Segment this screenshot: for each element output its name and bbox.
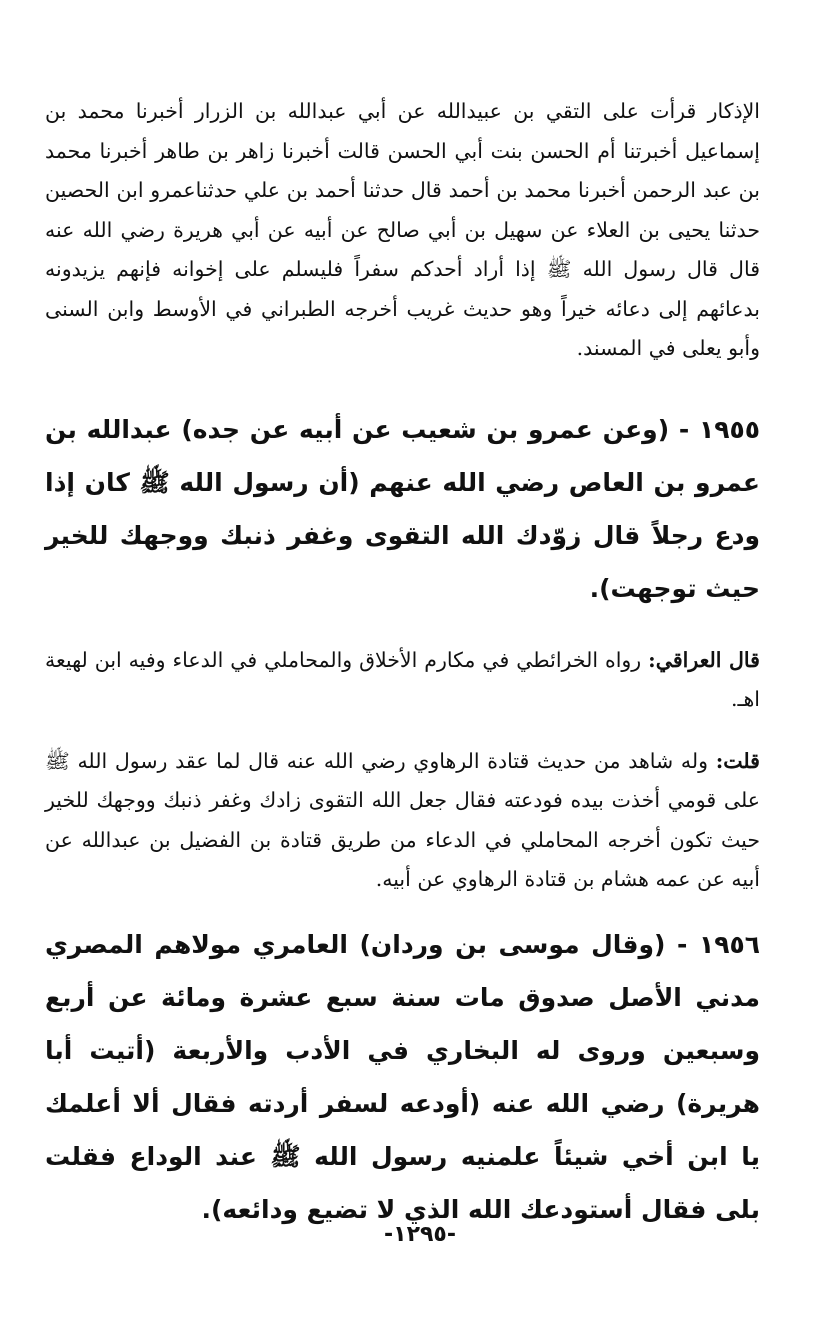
hadith-text: (وقال موسى بن وردان) العامري مولاهم المصري مدني الأصل صدوق مات سنة سبع عشرة ومائة عن أربع وسبعين وروى له البخاري في الأدب والأربعة (أتيت أبا هريرة) رضي الله عنه (أودعه لسفر أردته فقال ألا أعلمك يا ابن أخي شيئاً علمنيه رسول الله ﷺ عند الوداع فقلت بلى فقال أستودعك الله الذي لا تضيع ودائعه). bbox=[45, 929, 760, 1224]
iraqi-note bbox=[45, 641, 760, 720]
paragraph-isnad: الإذكار قرأت على التقي بن عبيدالله عن أبي عبدالله بن الزرار أخبرنا محمد بن إسماعيل أخبرتنا أم الحسن بنت أبي الحسن قالت أخبرنا زاهر بن طاهر أخبرنا محمد بن عبد الرحمن أخبرنا محمد بن أحمد قال حدثنا أحمد بن علي حدثناعمرو ابن الحصين حدثنا يحيى بن العلاء عن سهيل بن أبي صالح عن أبيه عن أبي هريرة رضي الله عنه قال قال رسول الله ﷺ إذا أراد أحدكم سفراً فليسلم على إخوانه فإنهم يزيدونه بدعائهم إلى دعائه خيراً وهو حديث غريب أخرجه الطبراني في الأوسط وابن السنى وأبو يعلى في المسند. bbox=[45, 99, 760, 360]
note-label: قلت: bbox=[715, 748, 760, 773]
page-number: -١٢٩٥- bbox=[384, 1222, 456, 1247]
page-body bbox=[45, 92, 760, 1236]
note-text: وله شاهد من حديث قتادة الرهاوي رضي الله عنه قال لما عقد رسول الله ﷺ على قومي أخذت بيده فودعته فقال جعل الله التقوى زادك وغفر ذنبك ووجهك للخير حيث تكون أخرجه المحاملي في الدعاء من طريق قتادة بن الفضيل بن عبدالله عن أبيه عن عمه هشام بن قتادة الرهاوي عن أبيه. bbox=[45, 748, 760, 891]
hadith-1956 bbox=[45, 918, 760, 1236]
hadith-1955 bbox=[45, 403, 760, 615]
note-label: قال العراقي: bbox=[648, 647, 760, 672]
hadith-number: ١٩٥٦ - bbox=[677, 929, 760, 959]
hadith-text: (وعن عمرو بن شعيب عن أبيه عن جده) عبدالله بن عمرو بن العاص رضي الله عنهم (أن رسول الله ﷺ كان إذا ودع رجلاً قال زوّدك الله التقوى وغفر ذنبك ووجهك للخير حيث توجهت). bbox=[45, 414, 760, 603]
qultu-note bbox=[45, 742, 760, 900]
hadith-number: ١٩٥٥ - bbox=[678, 414, 760, 444]
note-text: رواه الخرائطي في مكارم الأخلاق والمحاملي في الدعاء وفيه ابن لهيعة اهـ. bbox=[45, 647, 760, 711]
